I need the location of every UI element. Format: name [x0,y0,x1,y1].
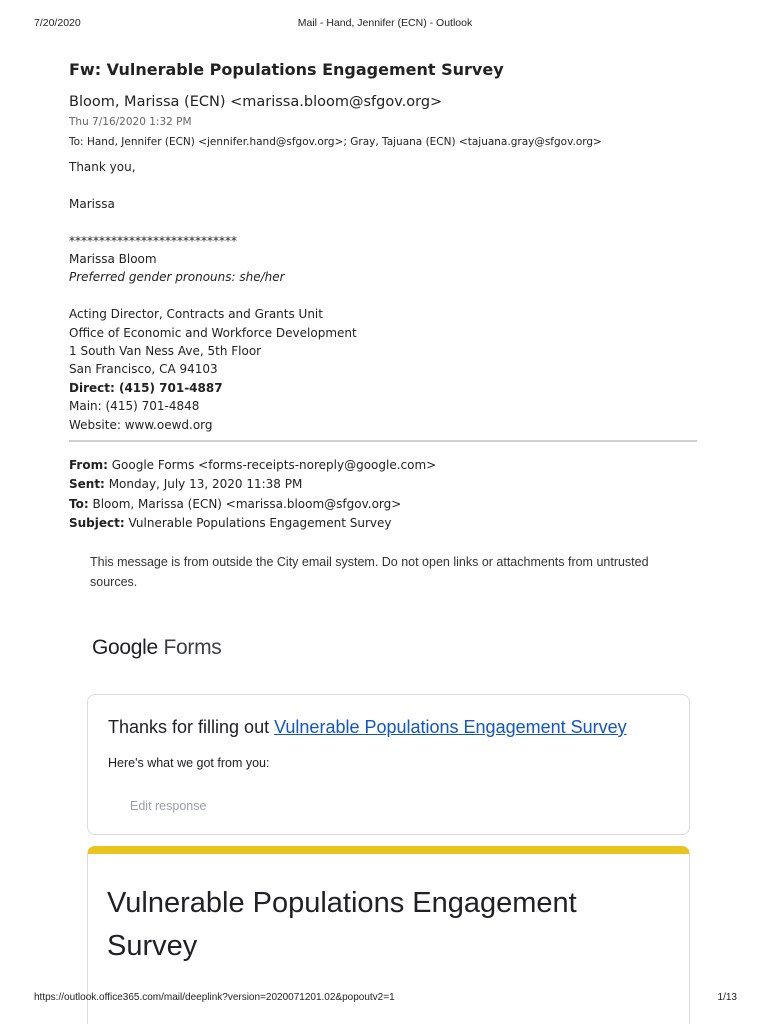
thanks-message: Thanks for filling out Vulnerable Populations Engagement Survey [108,717,627,737]
email-sender: Bloom, Marissa (ECN) <marissa.bloom@sfgov.org> [69,94,443,110]
signature-divider: **************************** [69,233,237,248]
print-footer [0,992,770,1006]
forward-divider [69,440,697,442]
email-recipients [69,134,697,150]
signature-title: Acting Director, Contracts and Grants Unit [69,307,323,322]
print-header [0,17,770,31]
forwarded-subject: Subject: Vulnerable Populations Engagement Survey [69,516,392,531]
confirmation-card [87,694,690,835]
forwarded-header [69,456,697,534]
print-date: 7/20/2020 [34,17,81,29]
edit-response-link[interactable]: Edit response [130,799,207,813]
signature-main-phone: Main: (415) 701-4848 [69,399,200,414]
signature-address-2: San Francisco, CA 94103 [69,362,218,377]
google-forms-logo: Google Forms [92,636,222,659]
signature-direct-phone: Direct: (415) 701-4887 [69,380,223,395]
signature-office: Office of Economic and Workforce Development [69,325,357,340]
signature-name: Marissa Bloom [69,252,157,266]
page-number: 1/13 [717,992,737,1003]
to-value: Hand, Jennifer (ECN) <jennifer.hand@sfgov.org>; Gray, Tajuana (ECN) <tajuana.gray@sfgov.org> [86,136,602,148]
survey-link[interactable]: Vulnerable Populations Engagement Survey [274,717,627,737]
forwarded-sent: Sent: Monday, July 13, 2020 11:38 PM [69,477,303,492]
email-content [69,58,697,534]
to-label: To: [69,136,84,148]
forwarded-from: From: Google Forms <forms-receipts-noreply@google.com> [69,458,437,473]
forwarded-to: To: Bloom, Marissa (ECN) <marissa.bloom@sfgov.org> [69,496,402,511]
greeting: Thank you, [69,160,136,174]
signoff-name: Marissa [69,196,115,211]
print-url: https://outlook.office365.com/mail/deeplink?version=2020071201.02&popoutv2=1 [34,992,395,1003]
email-datetime: Thu 7/16/2020 1:32 PM [69,116,192,128]
external-email-warning: This message is from outside the City email system. Do not open links or attachments from untrusted sources. [90,555,649,589]
email-subject: Fw: Vulnerable Populations Engagement Survey [69,60,504,79]
survey-title: Vulnerable Populations Engagement Survey [107,887,577,962]
signature-website: Website: www.oewd.org [69,417,213,432]
signature-pronouns: Preferred gender pronouns: she/her [69,270,285,285]
response-intro: Here's what we got from you: [108,756,270,770]
print-title: Mail - Hand, Jennifer (ECN) - Outlook [297,17,473,29]
signature-address-1: 1 South Van Ness Ave, 5th Floor [69,344,262,359]
email-body [69,158,697,434]
